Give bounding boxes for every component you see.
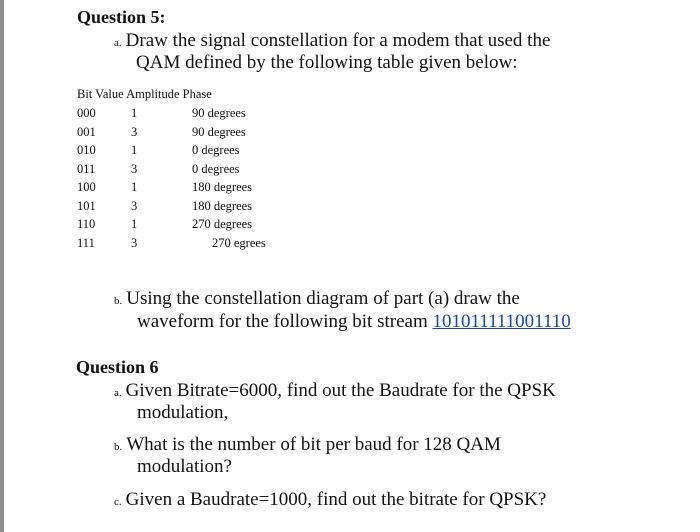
q5-part-a-line2: QAM defined by the following table given below: xyxy=(136,52,518,73)
q5-part-b-text-1: Using the constellation diagram of part (a) draw the xyxy=(126,288,520,309)
table-cell-bits: 110 xyxy=(77,217,96,231)
table-cell-phase: 270 egrees xyxy=(212,235,266,250)
q6-part-c-line1 xyxy=(114,489,546,513)
page-left-border xyxy=(0,0,4,532)
table-cell-amplitude: 1 xyxy=(131,143,138,157)
table-header: Bit Value Amplitude Phase xyxy=(77,87,212,101)
table-cell-phase: 180 degrees xyxy=(192,180,253,194)
table-cell-bits: 001 xyxy=(77,124,96,139)
q6-part-b-text-1: What is the number of bit per baud for 128 QAM xyxy=(126,434,501,455)
table-cell-phase: 0 degrees xyxy=(192,161,240,176)
table-cell-phase: 270 degrees xyxy=(192,217,253,231)
q6-part-a-line2: modulation, xyxy=(137,402,229,423)
q6-part-a-text-1: Given Bitrate=6000, find out the Baudrate for the QPSK xyxy=(125,380,556,401)
table-cell-bits: 011 xyxy=(77,161,96,176)
table-cell-amplitude: 3 xyxy=(131,161,138,176)
q5-part-a-marker: a. xyxy=(114,37,122,49)
q6-part-a-line1 xyxy=(114,380,556,404)
question-5-title: Question 5: xyxy=(77,7,166,27)
q5-part-b-marker: b. xyxy=(114,295,123,307)
table-cell-amplitude: 3 xyxy=(131,235,138,250)
table-cell-phase: 180 degrees xyxy=(192,198,253,213)
q5-part-a-line1 xyxy=(114,30,550,54)
table-cell-phase: 90 degrees xyxy=(192,124,246,139)
question-6-title: Question 6 xyxy=(76,357,159,377)
q6-part-b-line1 xyxy=(114,434,501,458)
q6-part-c-text-1: Given a Baudrate=1000, find out the bitrate for QPSK? xyxy=(125,489,547,510)
table-cell-bits: 000 xyxy=(77,106,96,120)
table-cell-phase: 90 degrees xyxy=(192,106,246,120)
table-cell-bits: 010 xyxy=(77,143,96,157)
q6-part-b-marker: b. xyxy=(114,441,123,453)
table-cell-amplitude: 3 xyxy=(131,198,138,213)
q5-part-b-text-2: waveform for the following bit stream xyxy=(137,311,433,332)
table-cell-amplitude: 3 xyxy=(131,124,138,139)
q5-part-b-line2 xyxy=(137,311,571,333)
table-cell-amplitude: 1 xyxy=(131,106,138,120)
table-cell-amplitude: 1 xyxy=(131,180,138,194)
q6-part-a-marker: a. xyxy=(114,387,122,399)
table-cell-bits: 111 xyxy=(77,235,95,250)
q6-part-b-line2: modulation? xyxy=(137,456,232,477)
bitstream-link[interactable]: 101011111001110 xyxy=(432,311,571,332)
q5-part-b-line1 xyxy=(114,288,520,312)
table-cell-amplitude: 1 xyxy=(131,217,138,231)
table-cell-bits: 101 xyxy=(77,198,96,213)
q6-part-c-marker: c. xyxy=(114,496,122,508)
table-cell-bits: 100 xyxy=(77,180,96,194)
q5-part-a-text-1: Draw the signal constellation for a modem that used the xyxy=(125,30,551,51)
table-cell-phase: 0 degrees xyxy=(192,143,240,157)
